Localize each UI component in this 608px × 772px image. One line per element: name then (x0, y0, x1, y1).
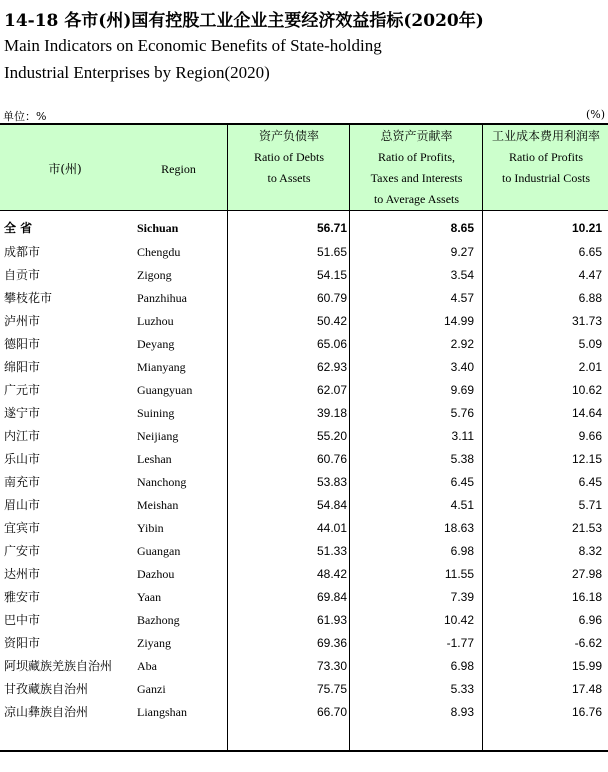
unit-label-right: (%) (585, 108, 605, 121)
region-en-cell: Yaan (137, 590, 162, 604)
asset-contribution-cell: 8.65 (450, 221, 474, 235)
region-en-cell: Bazhong (137, 613, 180, 627)
debt-ratio-cell: 60.76 (316, 452, 347, 466)
cost-profit-ratio-cell: 15.99 (571, 659, 602, 673)
debt-ratio-cell: 55.20 (316, 429, 347, 443)
header-asset-contribution-en3: to Average Assets (373, 192, 460, 206)
debt-ratio-cell: 73.30 (316, 659, 347, 673)
cost-profit-ratio-cell: 5.71 (578, 498, 602, 512)
debt-ratio-cell: 53.83 (316, 475, 347, 489)
table-row (0, 540, 608, 563)
cost-profit-ratio-cell: 6.45 (578, 475, 602, 489)
asset-contribution-cell: 7.39 (450, 590, 474, 604)
cost-profit-ratio-cell: 6.88 (578, 291, 602, 305)
region-en-cell: Suining (137, 406, 175, 420)
region-en-cell: Neijiang (137, 429, 179, 443)
cost-profit-ratio-cell: 5.09 (578, 337, 602, 351)
region-en-cell: Ganzi (137, 682, 166, 696)
table-row (0, 402, 608, 425)
region-cn-cell: 甘孜藏族自治州 (4, 682, 89, 696)
region-en-cell: Leshan (137, 452, 172, 466)
debt-ratio-cell: 39.18 (316, 406, 347, 420)
cost-profit-ratio-cell: 14.64 (571, 406, 602, 420)
region-cn-cell: 广安市 (4, 544, 41, 558)
cost-profit-ratio-cell: -6.62 (574, 636, 602, 650)
asset-contribution-cell: 3.54 (450, 268, 474, 282)
cost-profit-ratio-cell: 8.32 (578, 544, 602, 558)
cost-profit-ratio-cell: 27.98 (571, 567, 602, 581)
table-row-total (0, 217, 608, 240)
asset-contribution-cell: 6.98 (450, 544, 474, 558)
debt-ratio-cell: 61.93 (316, 613, 347, 627)
region-en-cell: Zigong (137, 268, 172, 282)
region-cn-cell: 广元市 (4, 383, 41, 397)
debt-ratio-cell: 62.93 (316, 360, 347, 374)
region-cn-cell: 乐山市 (4, 452, 41, 466)
table-row (0, 333, 608, 356)
asset-contribution-cell: -1.77 (446, 636, 474, 650)
cost-profit-ratio-cell: 21.53 (571, 521, 602, 535)
cost-profit-ratio-cell: 10.21 (571, 221, 602, 235)
header-asset-contribution-en2: Taxes and Interests (370, 171, 463, 185)
region-cn-cell: 遂宁市 (4, 406, 41, 420)
asset-contribution-cell: 6.98 (450, 659, 474, 673)
table-row (0, 701, 608, 724)
table-row (0, 448, 608, 471)
region-cn-cell: 达州市 (4, 567, 41, 581)
region-cn-cell: 成都市 (4, 245, 41, 259)
debt-ratio-cell: 54.84 (316, 498, 347, 512)
header-asset-contribution-en1: Ratio of Profits, (378, 150, 455, 164)
header-asset-contribution (349, 125, 483, 212)
cost-profit-ratio-cell: 31.73 (571, 314, 602, 328)
debt-ratio-cell: 51.33 (316, 544, 347, 558)
region-cn-cell: 雅安市 (4, 590, 41, 604)
cost-profit-ratio-cell: 16.76 (571, 705, 602, 719)
cost-profit-ratio-cell: 6.96 (578, 613, 602, 627)
region-en-cell: Chengdu (137, 245, 181, 259)
region-cn-cell: 宜宾市 (4, 521, 41, 535)
region-en-cell: Deyang (137, 337, 175, 351)
debt-ratio-cell: 69.36 (316, 636, 347, 650)
cost-profit-ratio-cell: 2.01 (578, 360, 602, 374)
region-cn-cell: 攀枝花市 (4, 291, 53, 305)
page-title-en-line1: Main Indicators on Economic Benefits of State-holding (4, 36, 382, 55)
region-en-cell: Nanchong (137, 475, 187, 489)
cost-profit-ratio-cell: 12.15 (571, 452, 602, 466)
table-row (0, 609, 608, 632)
asset-contribution-cell: 5.33 (450, 682, 474, 696)
asset-contribution-cell: 5.38 (450, 452, 474, 466)
region-cn-cell: 泸州市 (4, 314, 41, 328)
table-row (0, 379, 608, 402)
region-en-cell: Sichuan (137, 221, 179, 235)
table-row (0, 655, 608, 678)
region-en-cell: Guangyuan (137, 383, 193, 397)
debt-ratio-cell: 44.01 (316, 521, 347, 535)
region-cn-cell: 自贡市 (4, 268, 41, 282)
table-body (0, 211, 608, 752)
header-cost-profit-ratio-en1: Ratio of Profits (509, 150, 583, 164)
table-row (0, 287, 608, 310)
region-cn-cell: 内江市 (4, 429, 41, 443)
cost-profit-ratio-cell: 4.47 (578, 268, 602, 282)
unit-label: 单位：% (3, 110, 47, 123)
asset-contribution-cell: 6.45 (450, 475, 474, 489)
header-region-cn: 市(州) (48, 162, 82, 176)
region-en-cell: Panzhihua (137, 291, 187, 305)
region-en-cell: Meishan (137, 498, 179, 512)
asset-contribution-cell: 9.27 (450, 245, 474, 259)
region-en-cell: Ziyang (137, 636, 171, 650)
debt-ratio-cell: 48.42 (316, 567, 347, 581)
table-row (0, 632, 608, 655)
table-row (0, 586, 608, 609)
cost-profit-ratio-cell: 16.18 (571, 590, 602, 604)
table-row (0, 678, 608, 701)
debt-ratio-cell: 62.07 (316, 383, 347, 397)
table-row (0, 563, 608, 586)
region-cn-cell: 凉山彝族自治州 (4, 705, 89, 719)
table-row (0, 241, 608, 264)
header-cost-profit-ratio-cn: 工业成本费用利润率 (491, 129, 600, 143)
region-en-cell: Dazhou (137, 567, 175, 581)
debt-ratio-cell: 65.06 (316, 337, 347, 351)
region-en-cell: Guangan (137, 544, 181, 558)
table-row (0, 264, 608, 287)
region-cn-cell: 阿坝藏族羌族自治州 (4, 659, 113, 673)
table-row (0, 471, 608, 494)
region-cn-cell: 绵阳市 (4, 360, 41, 374)
region-cn-cell: 眉山市 (4, 498, 41, 512)
debt-ratio-cell: 50.42 (316, 314, 347, 328)
table-header (0, 123, 608, 211)
header-asset-contribution-cn: 总资产贡献率 (380, 129, 453, 143)
asset-contribution-cell: 5.76 (450, 406, 474, 420)
region-cn-cell: 全 省 (4, 221, 33, 235)
asset-contribution-cell: 4.57 (450, 291, 474, 305)
header-debt-ratio-en1: Ratio of Debts (254, 150, 324, 164)
debt-ratio-cell: 66.70 (316, 705, 347, 719)
debt-ratio-cell: 75.75 (316, 682, 347, 696)
cost-profit-ratio-cell: 10.62 (571, 383, 602, 397)
cost-profit-ratio-cell: 17.48 (571, 682, 602, 696)
region-cn-cell: 资阳市 (4, 636, 41, 650)
debt-ratio-cell: 69.84 (316, 590, 347, 604)
table-row (0, 356, 608, 379)
asset-contribution-cell: 10.42 (443, 613, 474, 627)
region-en-cell: Luzhou (137, 314, 174, 328)
asset-contribution-cell: 8.93 (450, 705, 474, 719)
region-en-cell: Mianyang (137, 360, 186, 374)
header-cost-profit-ratio (482, 125, 608, 212)
cost-profit-ratio-cell: 6.65 (578, 245, 602, 259)
asset-contribution-cell: 14.99 (443, 314, 474, 328)
asset-contribution-cell: 3.40 (450, 360, 474, 374)
debt-ratio-cell: 56.71 (316, 221, 347, 235)
asset-contribution-cell: 4.51 (450, 498, 474, 512)
debt-ratio-cell: 51.65 (316, 245, 347, 259)
table-row (0, 310, 608, 333)
page-title-cn: 14-18 各市(州)国有控股工业企业主要经济效益指标(2020年) (4, 11, 484, 31)
region-cn-cell: 巴中市 (4, 613, 41, 627)
asset-contribution-cell: 3.11 (451, 429, 474, 443)
page-title-en-line2: Industrial Enterprises by Region(2020) (4, 63, 270, 82)
debt-ratio-cell: 54.15 (316, 268, 347, 282)
header-region-en: Region (161, 162, 196, 176)
asset-contribution-cell: 18.63 (443, 521, 474, 535)
cost-profit-ratio-cell: 9.66 (578, 429, 602, 443)
debt-ratio-cell: 60.79 (316, 291, 347, 305)
asset-contribution-cell: 2.92 (450, 337, 474, 351)
region-en-cell: Aba (137, 659, 157, 673)
header-debt-ratio-en2: to Assets (267, 171, 311, 185)
table-row (0, 494, 608, 517)
table-row (0, 517, 608, 540)
table-row (0, 425, 608, 448)
region-cn-cell: 德阳市 (4, 337, 41, 351)
asset-contribution-cell: 11.55 (444, 567, 474, 581)
asset-contribution-cell: 9.69 (450, 383, 474, 397)
header-cost-profit-ratio-en2: to Industrial Costs (501, 171, 590, 185)
header-debt-ratio (227, 125, 350, 212)
region-cn-cell: 南充市 (4, 475, 41, 489)
region-en-cell: Yibin (137, 521, 164, 535)
header-debt-ratio-cn: 资产负债率 (258, 129, 319, 143)
region-en-cell: Liangshan (137, 705, 187, 719)
